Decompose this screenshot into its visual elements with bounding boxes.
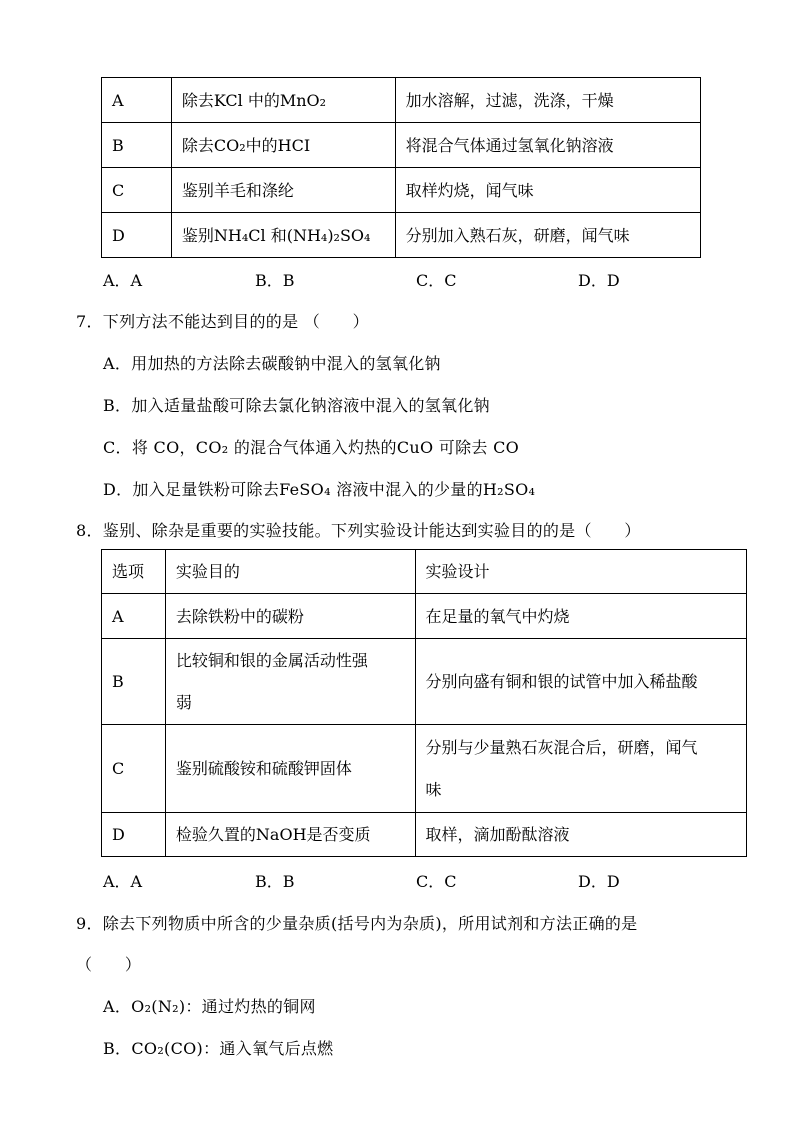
q9-stem: 9．除去下列物质中所含的少量杂质(括号内为杂质)，所用试剂和方法正确的是 xyxy=(76,914,638,933)
row-purpose: 除去CO₂中的HCI xyxy=(171,123,395,168)
row-purpose: 鉴别NH₄Cl 和(NH₄)₂SO₄ xyxy=(171,213,395,258)
row-design: 分别加入熟石灰，研磨，闻气味 xyxy=(395,213,700,258)
row-design xyxy=(415,725,746,813)
q7-option-b[interactable]: B．加入适量盐酸可除去氯化钠溶液中混入的氢氧化钠 xyxy=(103,396,490,415)
row-design: 将混合气体通过氢氧化钠溶液 xyxy=(395,123,700,168)
answer-option-d[interactable]: D．D xyxy=(578,872,620,891)
table-row xyxy=(102,725,747,813)
row-label: A xyxy=(102,594,166,639)
row-design: 加水溶解，过滤，洗涤，干燥 xyxy=(395,78,700,123)
row-label: D xyxy=(102,213,172,258)
q8-stem: 8．鉴别、除杂是重要的实验技能。下列实验设计能达到实验目的的是（ ） xyxy=(76,521,641,540)
answer-option-a[interactable]: A．A xyxy=(103,872,143,891)
design-line: 分别与少量熟石灰混合后，研磨，闻气 xyxy=(425,737,698,757)
row-label: C xyxy=(102,725,166,813)
row-design: 在足量的氧气中灼烧 xyxy=(415,594,746,639)
table-row xyxy=(102,123,701,168)
row-purpose: 鉴别硫酸铵和硫酸钾固体 xyxy=(165,725,415,813)
q7-stem: 7．下列方法不能达到目的的是 （ ） xyxy=(76,312,369,331)
table-1 xyxy=(101,77,701,258)
answer-option-c[interactable]: C．C xyxy=(416,271,457,290)
answer-options-1 xyxy=(103,268,703,290)
q7-option-a[interactable]: A．用加热的方法除去碳酸钠中混入的氢氧化钠 xyxy=(103,354,441,373)
q9-option-a[interactable]: A．O₂(N₂)：通过灼热的铜网 xyxy=(103,997,316,1016)
answer-option-c[interactable]: C．C xyxy=(416,872,457,891)
table-2 xyxy=(101,549,747,857)
row-purpose: 鉴别羊毛和涤纶 xyxy=(171,168,395,213)
row-purpose: 去除铁粉中的碳粉 xyxy=(165,594,415,639)
table-row xyxy=(102,168,701,213)
table-row xyxy=(102,594,747,639)
answer-options-2 xyxy=(103,869,703,891)
header-design: 实验设计 xyxy=(415,550,746,594)
table-row xyxy=(102,78,701,123)
row-label: D xyxy=(102,813,166,857)
design-line: 味 xyxy=(425,779,442,799)
row-design: 取样，滴加酚酞溶液 xyxy=(415,813,746,857)
q7-option-c[interactable]: C．将 CO，CO₂ 的混合气体通入灼热的CuO 可除去 CO xyxy=(103,438,520,457)
row-label: C xyxy=(102,168,172,213)
header-purpose: 实验目的 xyxy=(165,550,415,594)
table-row xyxy=(102,639,747,725)
purpose-line: 弱 xyxy=(175,692,192,712)
row-design: 分别向盛有铜和银的试管中加入稀盐酸 xyxy=(415,639,746,725)
answer-option-b[interactable]: B．B xyxy=(255,872,295,891)
row-label: B xyxy=(102,123,172,168)
table-row xyxy=(102,813,747,857)
row-design: 取样灼烧，闻气味 xyxy=(395,168,700,213)
q9-option-b[interactable]: B．CO₂(CO)：通入氧气后点燃 xyxy=(103,1039,334,1058)
row-label: B xyxy=(102,639,166,725)
table-header-row xyxy=(102,550,747,594)
row-purpose: 检验久置的NaOH是否变质 xyxy=(165,813,415,857)
answer-option-d[interactable]: D．D xyxy=(578,271,620,290)
header-option: 选项 xyxy=(102,550,166,594)
answer-option-b[interactable]: B．B xyxy=(255,271,295,290)
answer-option-a[interactable]: A．A xyxy=(103,271,143,290)
q7-option-d[interactable]: D．加入足量铁粉可除去FeSO₄ 溶液中混入的少量的H₂SO₄ xyxy=(103,480,536,499)
row-purpose xyxy=(165,639,415,725)
row-label: A xyxy=(102,78,172,123)
row-purpose: 除去KCl 中的MnO₂ xyxy=(171,78,395,123)
table-row xyxy=(102,213,701,258)
purpose-line: 比较铜和银的金属活动性强 xyxy=(175,650,368,670)
q9-answer-paren: （ ） xyxy=(76,955,142,974)
